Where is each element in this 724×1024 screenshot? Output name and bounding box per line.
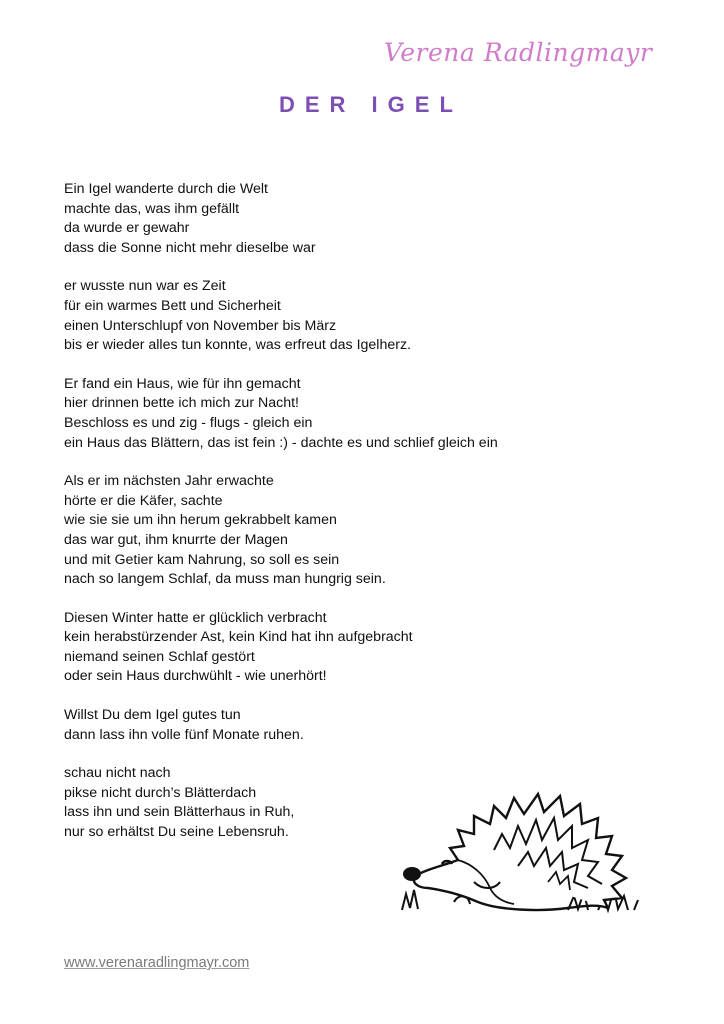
poem-line: er wusste nun war es Zeit (64, 278, 226, 295)
stanza (64, 180, 624, 258)
stanza (64, 375, 624, 453)
poem-line: bis er wieder alles tun konnte, was erfreut das Igelherz. (64, 337, 411, 354)
poem-line: hörte er die Käfer, sachte (64, 492, 223, 509)
poem-line: einen Unterschlupf von November bis März (64, 317, 337, 334)
poem-line: Er fand ein Haus, wie für ihn gemacht (64, 375, 301, 392)
poem-line: schau nicht nach (64, 765, 171, 782)
poem-line: das war gut, ihm knurrte der Magen (64, 531, 288, 548)
poem-line: Als er im nächsten Jahr erwachte (64, 473, 274, 490)
stanza (64, 277, 624, 355)
poem-line: da wurde er gewahr (64, 220, 190, 237)
website-link[interactable]: www.verenaradlingmayr.com (64, 955, 250, 971)
poem-line: Ein Igel wanderte durch die Welt (64, 181, 268, 197)
poem-line: Diesen Winter hatte er glücklich verbracht (64, 609, 327, 626)
author-signature: Verena Radlingmayr (384, 38, 653, 67)
stanza (64, 472, 624, 590)
poem-title: DER IGEL (279, 92, 463, 117)
poem-line: dass die Sonne nicht mehr dieselbe war (64, 239, 316, 256)
poem-line: lass ihn und sein Blätterhaus in Ruh, (64, 804, 295, 821)
poem-line: wie sie sie um ihn herum gekrabbelt kamen (64, 512, 337, 529)
poem-line: oder sein Haus durchwühlt - wie unerhört! (64, 668, 327, 685)
poem-line: pikse nicht durch’s Blätterdach (64, 784, 257, 801)
poem-line: Beschloss es und zig - flugs - gleich ein (64, 414, 313, 431)
stanza (64, 609, 624, 687)
poem-line: nach so langem Schlaf, da muss man hungrig sein. (64, 571, 386, 588)
poem-line: kein herabstürzender Ast, kein Kind hat ihn aufgebracht (64, 629, 413, 646)
poem-line: nur so erhältst Du seine Lebensruh. (64, 824, 289, 841)
poem-body (64, 180, 624, 862)
hedgehog-illustration (398, 790, 644, 916)
poem-line: machte das, was ihm gefällt (64, 200, 240, 217)
poem-line: dann lass ihn volle fünf Monate ruhen. (64, 726, 304, 743)
stanza (64, 706, 624, 745)
poem-line: für ein warmes Bett und Sicherheit (64, 297, 281, 314)
poem-line: ein Haus das Blättern, das ist fein :) - dachte es und schlief gleich ein (64, 434, 498, 451)
poem-line: hier drinnen bette ich mich zur Nacht! (64, 395, 299, 412)
poem-line: und mit Getier kam Nahrung, so soll es sein (64, 551, 340, 568)
poem-line: Willst Du dem Igel gutes tun (64, 707, 241, 724)
poem-line: niemand seinen Schlaf gestört (64, 648, 255, 665)
